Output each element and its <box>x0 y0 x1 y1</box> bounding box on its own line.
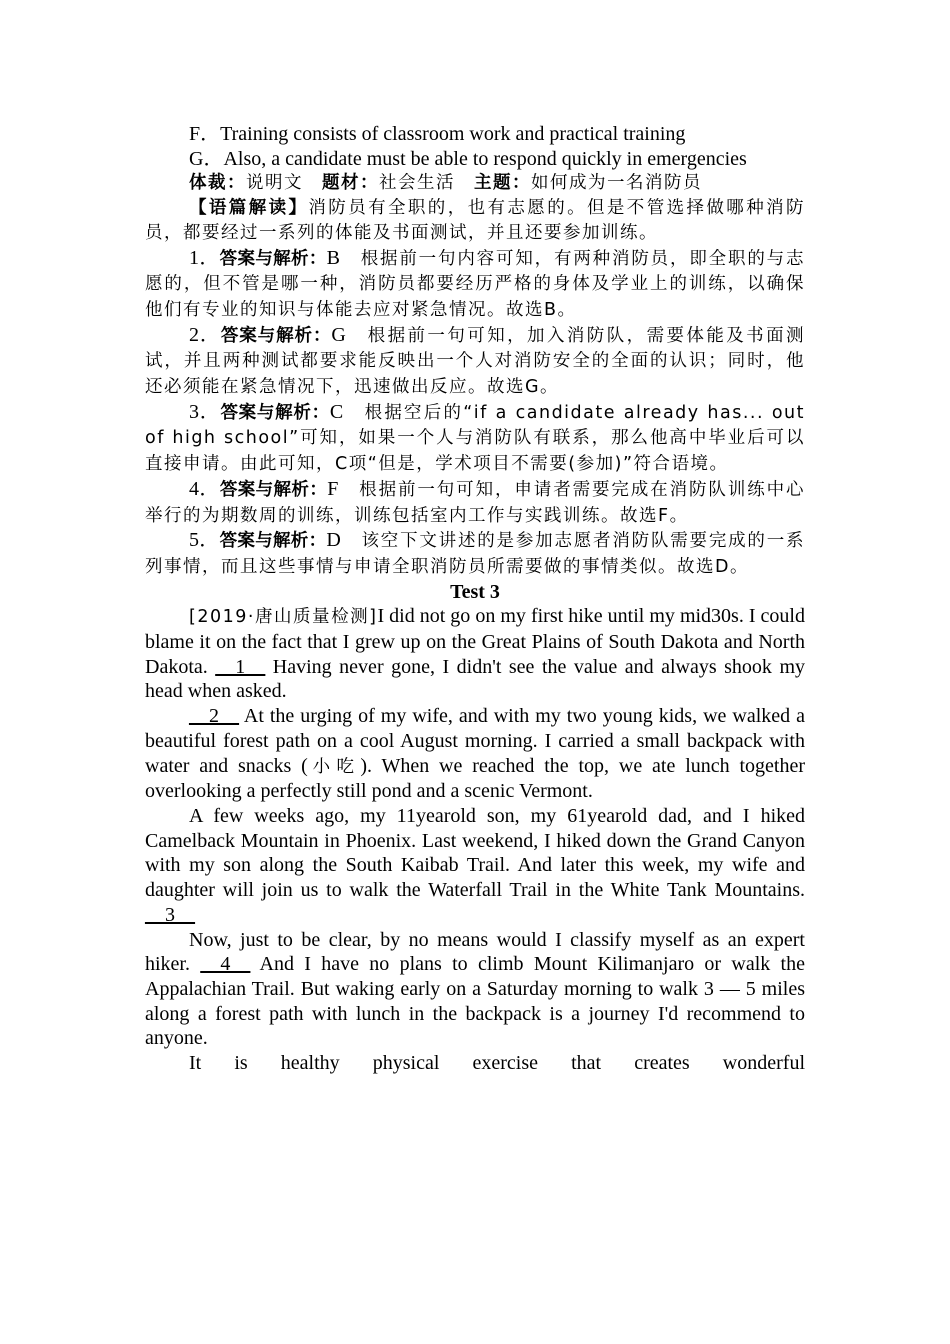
answer-letter: F <box>327 477 339 500</box>
topic-value: 社会生活 <box>379 173 455 194</box>
paragraph-text: At the urging of my wife, and with my two young kids, we walked a beautiful forest path on a cool August morning. I carried a small backpack with water and snacks ( <box>145 705 805 777</box>
answer-number: 2． <box>189 323 221 346</box>
blank-3[interactable]: __3__ <box>145 903 195 926</box>
answer-number: 5． <box>189 529 220 552</box>
topic-label: 题材： <box>322 173 379 194</box>
blank-2[interactable]: __2__ <box>189 705 239 728</box>
answer-label: 答案与解析： <box>219 479 328 500</box>
reading-label: 【语篇解读】 <box>189 198 309 219</box>
paragraph-text: Now, just to be clear, by no means would I classify myself as an expert hiker. <box>145 928 805 976</box>
passage-paragraph <box>145 1051 805 1076</box>
answer-label: 答案与解析： <box>220 325 332 346</box>
answer-number: 3． <box>189 400 221 423</box>
passage-paragraph <box>145 604 805 704</box>
answer-text: 根据前一句可知，申请者需要完成在消防队训练中心举行的为期数周的训练，训练包括室内工作与实践训练。故选F。 <box>145 479 806 526</box>
answer-label: 答案与解析： <box>219 531 327 552</box>
document-page <box>145 122 805 1076</box>
answer-text: 根据前一句内容可知，有两种消防员，即全职的与志愿的，但不管是哪一种，消防员都要经历严格的身体及学业上的训练，以确保他们有专业的知识与体能去应对紧急情况。故选B。 <box>145 248 806 320</box>
answer-number: 1． <box>189 246 220 269</box>
answer-text: 根据前一句可知，加入消防队，需要体能及书面测试，并且两种测试都要求能反映出一个人对消防安全的全面的认识；同时，他还必须能在紧急情况下，迅速做出反应。故选G。 <box>145 325 806 398</box>
passage-meta <box>145 171 805 196</box>
option-text: Also, a candidate must be able to respond quickly in emergencies <box>223 147 747 170</box>
genre-value: 说明文 <box>246 173 303 194</box>
answer-letter: B <box>326 246 341 269</box>
option-text: Training consists of classroom work and practical training <box>220 123 686 145</box>
answer-item <box>145 246 805 323</box>
reading-text: 消防员有全职的，也有志愿的。但是不管选择做哪种消防员，都要经过一系列的体能及书面测试，并且还要参加训练。 <box>145 198 806 243</box>
passage-paragraph <box>145 928 805 1052</box>
paragraph-text: ). When we reached the top, we ate lunch together overlooking a perfectly still pond and a scenic Vermont. <box>145 754 806 803</box>
answer-letter: C <box>329 400 344 423</box>
section-title: Test 3 <box>450 580 500 603</box>
answer-letter: D <box>326 529 341 552</box>
blank-1[interactable]: __1__ <box>215 655 266 678</box>
answer-item <box>145 477 805 528</box>
theme-label: 主题： <box>474 173 531 194</box>
theme-value: 如何成为一名消防员 <box>531 173 702 194</box>
paragraph-text: I did not go on my first hike until my mid30s. I could blame it on the fact that I grew up on the Great Plains of South Dakota and North Dakota. <box>145 605 805 678</box>
gloss-text: 小吃 <box>307 756 361 777</box>
answer-label: 答案与解析： <box>220 402 330 423</box>
paragraph-text: A few weeks ago, my 11yearold son, my 61yearold dad, and I hiked Camelback Mountain in Phoenix. Last weekend, I hiked down the Grand Canyon with my son along the South Kaibab Trail. And later this week, my wife and daughter will join us to walk the Waterfall Trail in the White Tank Mountains. <box>145 804 805 902</box>
option-f <box>145 122 805 147</box>
answer-number: 4． <box>189 477 220 500</box>
option-letter: F． <box>189 123 221 145</box>
answer-item <box>145 528 805 579</box>
source-tag: [2019·唐山质量检测] <box>189 607 378 628</box>
paragraph-text: Having never gone, I didn't see the value and always shook my head when asked. <box>145 655 805 703</box>
answer-item <box>145 323 805 400</box>
answer-letter: G <box>331 323 346 346</box>
genre-label: 体裁： <box>189 173 246 194</box>
answer-item <box>145 400 805 477</box>
answer-text: 根据空后的“if a candidate already has... out of high school”可知，如果一个人与消防队有联系，那么他高中毕业后可以直接申请。由此可知，C项“但是，学术项目不需要(参加)”符合语境。 <box>145 402 805 475</box>
passage-paragraph <box>145 804 805 928</box>
answer-text: 该空下文讲述的是参加志愿者消防队需要完成的一系列事情，而且这些事情与申请全职消防员所需要做的事情类似。故选D。 <box>145 531 806 577</box>
paragraph-text: It is healthy physical exercise that creates wonderful <box>189 1052 805 1075</box>
paragraph-text: And I have no plans to climb Mount Kilimanjaro or walk the Appalachian Trail. But waking early on a Saturday morning to walk 3 — 5 miles along a forest path with lunch in the backpack is a journey I'd recommend to anyone. <box>145 953 805 1050</box>
passage-paragraph <box>145 704 805 804</box>
blank-4[interactable]: __4__ <box>200 953 251 976</box>
option-g <box>145 147 805 172</box>
answer-label: 答案与解析： <box>219 248 327 269</box>
option-letter: G． <box>189 147 224 170</box>
passage-reading <box>145 196 805 245</box>
